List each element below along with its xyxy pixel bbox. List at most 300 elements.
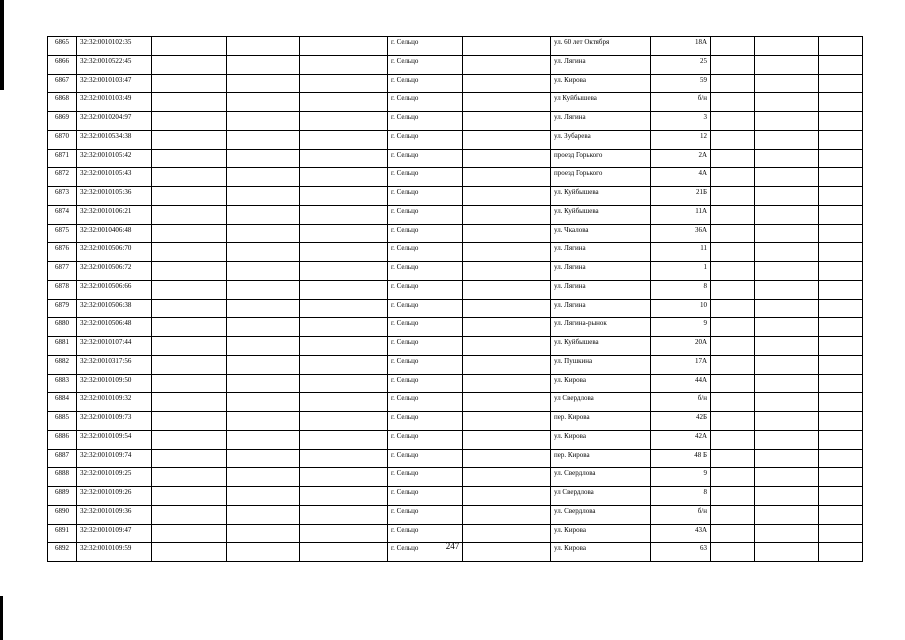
street-cell: ул. Кирова	[551, 524, 651, 543]
city-cell: г. Сельцо	[388, 112, 463, 131]
empty-cell	[152, 130, 227, 149]
city-cell: г. Сельцо	[388, 130, 463, 149]
empty-cell	[819, 280, 863, 299]
empty-cell	[819, 299, 863, 318]
cadastral-number-cell: 32:32:0010105:42	[77, 149, 152, 168]
empty-cell	[755, 505, 819, 524]
empty-cell	[755, 243, 819, 262]
empty-cell	[819, 412, 863, 431]
city-cell: г. Сельцо	[388, 449, 463, 468]
street-cell: ул. Кирова	[551, 543, 651, 562]
empty-cell	[300, 337, 388, 356]
house-number-cell: 12	[651, 130, 711, 149]
empty-cell	[711, 374, 755, 393]
row-number-cell: 6875	[48, 224, 77, 243]
empty-cell	[755, 280, 819, 299]
empty-cell	[819, 487, 863, 506]
table-row	[48, 299, 863, 318]
empty-cell	[227, 355, 300, 374]
row-number-cell: 6866	[48, 55, 77, 74]
city-cell: г. Сельцо	[388, 487, 463, 506]
street-cell: пер. Кирова	[551, 412, 651, 431]
cadastral-number-cell: 32:32:0010109:36	[77, 505, 152, 524]
table-row	[48, 74, 863, 93]
empty-cell	[152, 524, 227, 543]
empty-cell	[755, 224, 819, 243]
city-cell: г. Сельцо	[388, 55, 463, 74]
city-cell: г. Сельцо	[388, 299, 463, 318]
cadastral-number-cell: 32:32:0010106:21	[77, 205, 152, 224]
house-number-cell: 21Б	[651, 187, 711, 206]
empty-cell	[711, 299, 755, 318]
empty-cell	[711, 430, 755, 449]
empty-cell	[227, 318, 300, 337]
row-number-cell: 6878	[48, 280, 77, 299]
cadastral-number-cell: 32:32:0010109:26	[77, 487, 152, 506]
table-row	[48, 93, 863, 112]
street-cell: ул. 60 лет Октября	[551, 37, 651, 56]
empty-cell	[152, 74, 227, 93]
cadastral-number-cell: 32:32:0010105:36	[77, 187, 152, 206]
table-row	[48, 262, 863, 281]
house-number-cell: 10	[651, 299, 711, 318]
house-number-cell: 42А	[651, 430, 711, 449]
city-cell: г. Сельцо	[388, 412, 463, 431]
empty-cell	[152, 374, 227, 393]
empty-cell	[711, 262, 755, 281]
cadastral-number-cell: 32:32:0010103:47	[77, 74, 152, 93]
empty-cell	[463, 355, 551, 374]
empty-cell	[227, 412, 300, 431]
table-row	[48, 224, 863, 243]
house-number-cell: 20А	[651, 337, 711, 356]
empty-cell	[463, 430, 551, 449]
empty-cell	[755, 524, 819, 543]
empty-cell	[755, 187, 819, 206]
empty-cell	[755, 468, 819, 487]
empty-cell	[463, 112, 551, 131]
table-row	[48, 149, 863, 168]
empty-cell	[711, 355, 755, 374]
empty-cell	[463, 374, 551, 393]
empty-cell	[300, 524, 388, 543]
row-number-cell: 6867	[48, 74, 77, 93]
street-cell: ул. Свердлова	[551, 468, 651, 487]
cadastral-number-cell: 32:32:0010107:44	[77, 337, 152, 356]
empty-cell	[711, 112, 755, 131]
empty-cell	[819, 393, 863, 412]
empty-cell	[819, 168, 863, 187]
cadastral-number-cell: 32:32:0010506:66	[77, 280, 152, 299]
empty-cell	[227, 112, 300, 131]
house-number-cell: 42Б	[651, 412, 711, 431]
row-number-cell: 6881	[48, 337, 77, 356]
cadastral-number-cell: 32:32:0010102:35	[77, 37, 152, 56]
empty-cell	[819, 37, 863, 56]
cadastral-number-cell: 32:32:0010406:48	[77, 224, 152, 243]
street-cell: ул. Лягина	[551, 112, 651, 131]
empty-cell	[152, 393, 227, 412]
row-number-cell: 6871	[48, 149, 77, 168]
empty-cell	[300, 262, 388, 281]
city-cell: г. Сельцо	[388, 468, 463, 487]
empty-cell	[227, 524, 300, 543]
empty-cell	[755, 74, 819, 93]
street-cell: пер. Кирова	[551, 449, 651, 468]
city-cell: г. Сельцо	[388, 543, 463, 562]
house-number-cell: 44А	[651, 374, 711, 393]
cadastral-number-cell: 32:32:0010105:43	[77, 168, 152, 187]
empty-cell	[300, 93, 388, 112]
city-cell: г. Сельцо	[388, 430, 463, 449]
cadastral-number-cell: 32:32:0010109:50	[77, 374, 152, 393]
empty-cell	[227, 168, 300, 187]
empty-cell	[152, 93, 227, 112]
row-number-cell: 6869	[48, 112, 77, 131]
empty-cell	[152, 505, 227, 524]
empty-cell	[300, 149, 388, 168]
empty-cell	[152, 55, 227, 74]
empty-cell	[819, 243, 863, 262]
table-row	[48, 205, 863, 224]
empty-cell	[711, 337, 755, 356]
empty-cell	[755, 393, 819, 412]
empty-cell	[463, 93, 551, 112]
empty-cell	[755, 149, 819, 168]
empty-cell	[819, 374, 863, 393]
row-number-cell: 6889	[48, 487, 77, 506]
city-cell: г. Сельцо	[388, 205, 463, 224]
city-cell: г. Сельцо	[388, 505, 463, 524]
cadastral-number-cell: 32:32:0010204:97	[77, 112, 152, 131]
scan-edge-mark-bottom	[0, 596, 3, 640]
empty-cell	[819, 130, 863, 149]
house-number-cell: 17А	[651, 355, 711, 374]
empty-cell	[152, 205, 227, 224]
street-cell: ул Свердлова	[551, 487, 651, 506]
cadastral-number-cell: 32:32:0010506:70	[77, 243, 152, 262]
empty-cell	[819, 74, 863, 93]
table-row	[48, 130, 863, 149]
table-row	[48, 468, 863, 487]
row-number-cell: 6868	[48, 93, 77, 112]
registry-table-body	[48, 37, 863, 562]
empty-cell	[152, 468, 227, 487]
empty-cell	[463, 487, 551, 506]
row-number-cell: 6865	[48, 37, 77, 56]
empty-cell	[819, 468, 863, 487]
street-cell: ул. Чкалова	[551, 224, 651, 243]
empty-cell	[819, 449, 863, 468]
empty-cell	[227, 374, 300, 393]
cadastral-number-cell: 32:32:0010109:54	[77, 430, 152, 449]
cadastral-number-cell: 32:32:0010506:38	[77, 299, 152, 318]
street-cell: ул. Куйбышева	[551, 337, 651, 356]
empty-cell	[819, 187, 863, 206]
property-registry-table	[47, 36, 863, 562]
table-row	[48, 280, 863, 299]
street-cell: ул. Куйбышева	[551, 187, 651, 206]
table-row	[48, 393, 863, 412]
house-number-cell: 11	[651, 243, 711, 262]
empty-cell	[152, 37, 227, 56]
empty-cell	[711, 168, 755, 187]
house-number-cell: 3	[651, 112, 711, 131]
city-cell: г. Сельцо	[388, 243, 463, 262]
empty-cell	[300, 299, 388, 318]
table-row	[48, 505, 863, 524]
street-cell: ул. Лягина	[551, 243, 651, 262]
empty-cell	[463, 505, 551, 524]
table-row	[48, 337, 863, 356]
empty-cell	[463, 243, 551, 262]
house-number-cell: 8	[651, 280, 711, 299]
empty-cell	[300, 280, 388, 299]
empty-cell	[711, 187, 755, 206]
city-cell: г. Сельцо	[388, 393, 463, 412]
table-row	[48, 487, 863, 506]
empty-cell	[819, 55, 863, 74]
empty-cell	[227, 55, 300, 74]
cadastral-number-cell: 32:32:0010109:74	[77, 449, 152, 468]
empty-cell	[463, 280, 551, 299]
row-number-cell: 6870	[48, 130, 77, 149]
empty-cell	[755, 55, 819, 74]
empty-cell	[711, 55, 755, 74]
empty-cell	[300, 243, 388, 262]
empty-cell	[755, 205, 819, 224]
row-number-cell: 6879	[48, 299, 77, 318]
empty-cell	[463, 262, 551, 281]
street-cell: ул. Пушкина	[551, 355, 651, 374]
street-cell: ул. Лягина	[551, 299, 651, 318]
empty-cell	[755, 487, 819, 506]
table-row	[48, 374, 863, 393]
table-row	[48, 55, 863, 74]
house-number-cell: 25	[651, 55, 711, 74]
empty-cell	[152, 112, 227, 131]
street-cell: ул. Куйбышева	[551, 205, 651, 224]
empty-cell	[152, 280, 227, 299]
empty-cell	[463, 412, 551, 431]
empty-cell	[227, 187, 300, 206]
cadastral-number-cell: 32:32:0010506:48	[77, 318, 152, 337]
empty-cell	[463, 299, 551, 318]
empty-cell	[711, 93, 755, 112]
city-cell: г. Сельцо	[388, 187, 463, 206]
city-cell: г. Сельцо	[388, 318, 463, 337]
empty-cell	[819, 318, 863, 337]
empty-cell	[711, 449, 755, 468]
empty-cell	[755, 168, 819, 187]
empty-cell	[227, 205, 300, 224]
empty-cell	[819, 337, 863, 356]
empty-cell	[463, 130, 551, 149]
empty-cell	[711, 243, 755, 262]
empty-cell	[463, 37, 551, 56]
street-cell: ул. Лягина	[551, 280, 651, 299]
empty-cell	[300, 505, 388, 524]
empty-cell	[755, 93, 819, 112]
empty-cell	[227, 262, 300, 281]
city-cell: г. Сельцо	[388, 355, 463, 374]
empty-cell	[755, 130, 819, 149]
city-cell: г. Сельцо	[388, 224, 463, 243]
city-cell: г. Сельцо	[388, 262, 463, 281]
row-number-cell: 6885	[48, 412, 77, 431]
empty-cell	[227, 393, 300, 412]
row-number-cell: 6877	[48, 262, 77, 281]
empty-cell	[300, 112, 388, 131]
house-number-cell: 59	[651, 74, 711, 93]
city-cell: г. Сельцо	[388, 37, 463, 56]
empty-cell	[711, 468, 755, 487]
empty-cell	[227, 74, 300, 93]
empty-cell	[227, 149, 300, 168]
empty-cell	[152, 243, 227, 262]
table-row	[48, 168, 863, 187]
street-cell: проезд Горького	[551, 149, 651, 168]
empty-cell	[463, 74, 551, 93]
empty-cell	[819, 205, 863, 224]
house-number-cell: 9	[651, 318, 711, 337]
empty-cell	[819, 93, 863, 112]
row-number-cell: 6887	[48, 449, 77, 468]
cadastral-number-cell: 32:32:0010506:72	[77, 262, 152, 281]
empty-cell	[300, 430, 388, 449]
empty-cell	[711, 149, 755, 168]
empty-cell	[152, 168, 227, 187]
city-cell: г. Сельцо	[388, 374, 463, 393]
city-cell: г. Сельцо	[388, 337, 463, 356]
empty-cell	[300, 318, 388, 337]
empty-cell	[152, 318, 227, 337]
empty-cell	[152, 355, 227, 374]
row-number-cell: 6872	[48, 168, 77, 187]
empty-cell	[152, 299, 227, 318]
table-row	[48, 449, 863, 468]
empty-cell	[300, 355, 388, 374]
empty-cell	[819, 112, 863, 131]
empty-cell	[152, 187, 227, 206]
empty-cell	[227, 505, 300, 524]
empty-cell	[711, 487, 755, 506]
empty-cell	[819, 355, 863, 374]
empty-cell	[819, 505, 863, 524]
empty-cell	[463, 55, 551, 74]
empty-cell	[152, 430, 227, 449]
empty-cell	[755, 374, 819, 393]
city-cell: г. Сельцо	[388, 280, 463, 299]
empty-cell	[711, 393, 755, 412]
row-number-cell: 6890	[48, 505, 77, 524]
cadastral-number-cell: 32:32:0010317:56	[77, 355, 152, 374]
empty-cell	[227, 130, 300, 149]
empty-cell	[463, 168, 551, 187]
empty-cell	[711, 505, 755, 524]
empty-cell	[463, 318, 551, 337]
row-number-cell: 6884	[48, 393, 77, 412]
empty-cell	[227, 487, 300, 506]
cadastral-number-cell: 32:32:0010109:59	[77, 543, 152, 562]
empty-cell	[711, 37, 755, 56]
empty-cell	[755, 262, 819, 281]
empty-cell	[819, 430, 863, 449]
empty-cell	[152, 449, 227, 468]
empty-cell	[755, 337, 819, 356]
empty-cell	[300, 487, 388, 506]
empty-cell	[755, 412, 819, 431]
empty-cell	[711, 205, 755, 224]
scan-edge-mark-top	[0, 0, 4, 90]
empty-cell	[463, 449, 551, 468]
empty-cell	[227, 243, 300, 262]
house-number-cell: 36А	[651, 224, 711, 243]
empty-cell	[227, 280, 300, 299]
table-row	[48, 355, 863, 374]
house-number-cell: 48 Б	[651, 449, 711, 468]
house-number-cell: 9	[651, 468, 711, 487]
row-number-cell: 6888	[48, 468, 77, 487]
empty-cell	[819, 224, 863, 243]
empty-cell	[300, 130, 388, 149]
empty-cell	[463, 337, 551, 356]
empty-cell	[152, 337, 227, 356]
street-cell: ул. Зубарева	[551, 130, 651, 149]
empty-cell	[711, 524, 755, 543]
page-number: 247	[445, 541, 460, 551]
empty-cell	[463, 524, 551, 543]
empty-cell	[755, 299, 819, 318]
table-row	[48, 412, 863, 431]
cadastral-number-cell: 32:32:0010103:49	[77, 93, 152, 112]
table-row	[48, 37, 863, 56]
empty-cell	[227, 37, 300, 56]
empty-cell	[819, 524, 863, 543]
empty-cell	[300, 393, 388, 412]
street-cell: ул. Лягина-рынок	[551, 318, 651, 337]
empty-cell	[300, 449, 388, 468]
table-row	[48, 187, 863, 206]
empty-cell	[300, 168, 388, 187]
street-cell: ул. Кирова	[551, 430, 651, 449]
empty-cell	[152, 262, 227, 281]
empty-cell	[300, 37, 388, 56]
house-number-cell: 11А	[651, 205, 711, 224]
empty-cell	[300, 205, 388, 224]
street-cell: проезд Горького	[551, 168, 651, 187]
row-number-cell: 6874	[48, 205, 77, 224]
city-cell: г. Сельцо	[388, 93, 463, 112]
city-cell: г. Сельцо	[388, 149, 463, 168]
empty-cell	[227, 430, 300, 449]
city-cell: г. Сельцо	[388, 524, 463, 543]
empty-cell	[711, 74, 755, 93]
table-row	[48, 243, 863, 262]
empty-cell	[711, 224, 755, 243]
house-number-cell: 4А	[651, 168, 711, 187]
empty-cell	[711, 130, 755, 149]
empty-cell	[711, 280, 755, 299]
house-number-cell: 43А	[651, 524, 711, 543]
cadastral-number-cell: 32:32:0010109:25	[77, 468, 152, 487]
house-number-cell: б/н	[651, 93, 711, 112]
street-cell: ул. Кирова	[551, 74, 651, 93]
row-number-cell: 6886	[48, 430, 77, 449]
empty-cell	[227, 93, 300, 112]
street-cell: ул. Кирова	[551, 374, 651, 393]
city-cell: г. Сельцо	[388, 74, 463, 93]
